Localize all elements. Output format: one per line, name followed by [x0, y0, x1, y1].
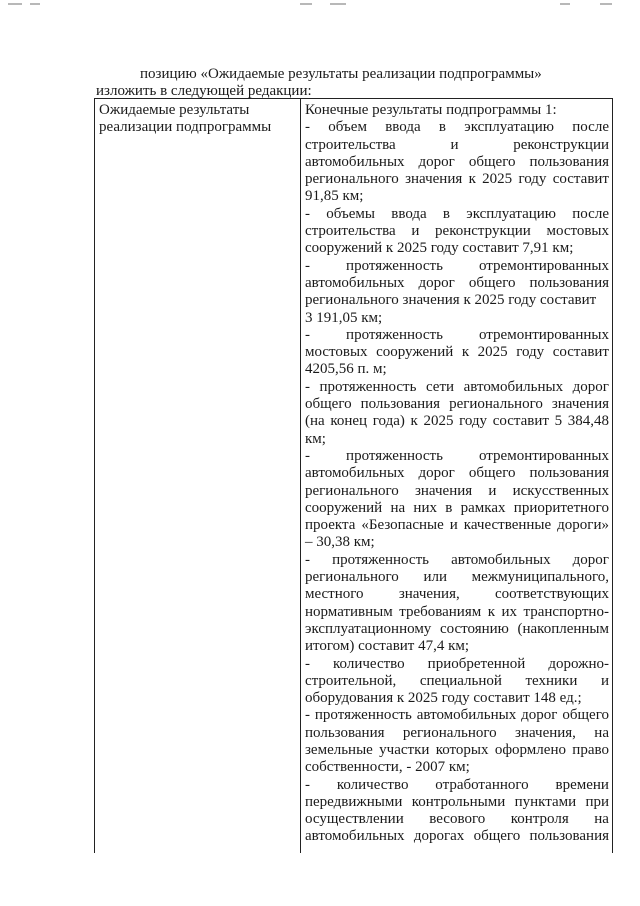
results-line: км;	[305, 430, 326, 447]
results-word: их	[501, 603, 517, 620]
results-word: «Безопасные	[361, 517, 444, 534]
results-line	[305, 275, 609, 292]
results-word: году	[459, 413, 488, 430]
results-word: специальной	[419, 672, 502, 689]
results-word: автомобильных	[305, 828, 405, 845]
results-word: дорог	[572, 378, 609, 395]
results-word: 2025	[477, 344, 508, 361]
results-line	[305, 707, 609, 724]
results-line	[305, 137, 609, 154]
results-word: качественные	[463, 517, 552, 534]
results-word: в	[445, 499, 453, 516]
results-word: на	[594, 724, 609, 741]
results-line	[305, 656, 609, 673]
results-word: автомобильных	[463, 378, 564, 395]
intro-text-line-2: изложить в следующей редакции:	[96, 83, 312, 99]
results-word: и	[449, 517, 458, 534]
results-line	[305, 171, 609, 188]
results-word: 384,48	[567, 413, 609, 430]
results-word: регионального	[305, 171, 399, 188]
results-word: регионального	[402, 724, 497, 741]
results-word: -	[305, 257, 310, 274]
results-line	[305, 828, 609, 845]
results-word: эксплуатационному	[305, 620, 432, 637]
results-word: реконструкции	[435, 223, 531, 240]
results-word: строительной,	[305, 672, 397, 689]
results-word: дорог	[521, 707, 558, 724]
results-word: дорог	[418, 465, 455, 482]
results-word: на	[594, 811, 609, 828]
results-word: -	[305, 707, 310, 724]
results-word: 5	[554, 413, 563, 430]
results-line: регионального значения к 2025 году составит	[305, 292, 597, 309]
results-word: общего	[468, 465, 516, 482]
results-line: Конечные результаты подпрограммы 1:	[305, 102, 557, 118]
results-line	[305, 742, 609, 759]
results-word: в	[438, 119, 446, 136]
results-line	[305, 621, 609, 638]
results-word: мостовых	[546, 223, 609, 240]
results-word: сооружений	[376, 344, 454, 361]
results-word: транспортно-	[523, 603, 609, 620]
results-line: сооружений к 2025 году составит 7,91 км;	[305, 240, 574, 257]
results-line	[305, 379, 609, 396]
results-word: местного	[305, 586, 364, 603]
results-word: техники	[525, 672, 578, 689]
results-word: регионального	[305, 569, 399, 586]
results-word: эксплуатацию	[466, 205, 557, 222]
results-line: 3 191,05 км;	[305, 309, 383, 326]
results-word: при	[585, 793, 609, 810]
table-right-border	[612, 99, 613, 853]
results-word: состоянию	[439, 620, 509, 637]
results-line	[305, 604, 609, 621]
results-word: весового	[429, 811, 486, 828]
results-word: значения	[551, 396, 609, 413]
results-line: оборудования к 2025 году составит 148 ед.;	[305, 690, 582, 707]
results-word: и	[450, 136, 459, 153]
results-line	[305, 258, 609, 275]
results-word: конец	[330, 413, 368, 430]
results-word: к	[461, 344, 470, 361]
results-line	[305, 725, 609, 742]
results-word: протяженность	[314, 707, 412, 724]
results-word: дорог	[418, 274, 455, 291]
results-word: протяженность	[346, 447, 443, 464]
results-word: -	[305, 655, 310, 672]
results-word: пунктами	[514, 793, 577, 810]
results-word: осуществлении	[305, 811, 404, 828]
results-word: автомобильных	[416, 707, 517, 724]
results-word: приоритетного	[513, 499, 609, 516]
column-divider	[300, 99, 301, 853]
results-word: которых	[435, 741, 489, 758]
results-word: реконструкции	[513, 136, 609, 153]
results-word: составит	[552, 171, 609, 188]
results-word: пользования	[529, 465, 609, 482]
results-word: регионального	[449, 396, 543, 413]
results-word: межмуниципального,	[471, 569, 609, 586]
results-word: и	[488, 482, 497, 499]
results-word: проекта	[305, 517, 356, 534]
right-cell-results	[305, 102, 609, 846]
results-word: искусственных	[512, 482, 609, 499]
results-word: сооружений	[305, 499, 383, 516]
results-word: общего	[562, 707, 609, 724]
results-word: значения,	[398, 586, 460, 603]
results-word: дорог	[572, 551, 609, 568]
results-line	[305, 206, 609, 223]
results-word: автомобильных	[305, 153, 405, 170]
results-word: -	[305, 551, 310, 568]
scan-edge-marks	[0, 3, 640, 9]
results-word: отремонтированных	[479, 447, 609, 464]
results-line	[305, 119, 609, 136]
results-word: пользования	[529, 153, 609, 170]
results-word: составит	[552, 344, 609, 361]
results-word: после	[572, 205, 609, 222]
results-word: -	[305, 205, 310, 222]
results-word: автомобильных	[451, 551, 551, 568]
results-word: общего	[473, 828, 521, 845]
results-word: ввода	[391, 205, 427, 222]
results-word: на	[390, 499, 406, 516]
results-word: объем	[328, 119, 367, 136]
results-line: – 30,38 км;	[305, 534, 375, 551]
results-word: составит	[492, 413, 549, 430]
results-line	[305, 448, 609, 465]
results-word: автомобильных	[305, 274, 405, 291]
results-line	[305, 586, 609, 603]
results-word: дорог	[418, 153, 455, 170]
results-word: ввода	[385, 119, 421, 136]
results-word: объемы	[326, 205, 375, 222]
results-word: -	[305, 119, 310, 136]
results-word: строительства	[305, 136, 396, 153]
results-line: собственности, - 2007 км;	[305, 759, 470, 776]
results-line	[305, 569, 609, 586]
results-word: значения	[414, 482, 473, 499]
results-line	[305, 552, 609, 569]
results-word: и	[600, 672, 609, 689]
results-word: общего	[305, 396, 352, 413]
results-word: -	[305, 776, 310, 793]
results-word: пользования	[529, 828, 609, 845]
results-line	[305, 517, 609, 534]
results-word: приобретенной	[427, 655, 526, 672]
results-word: земельные	[305, 741, 373, 758]
results-word: сети	[425, 378, 455, 395]
results-word: 2025	[423, 413, 454, 430]
results-word: протяженность	[346, 326, 443, 343]
results-word: году	[518, 171, 547, 188]
results-word: право	[572, 741, 609, 758]
results-word: года)	[372, 413, 405, 430]
results-word: дорожно-	[548, 655, 609, 672]
results-line	[305, 465, 609, 482]
results-word: дороги»	[557, 517, 609, 534]
results-line: итогом) составит 47,4 км;	[305, 638, 470, 655]
results-word: значения,	[515, 724, 576, 741]
results-word: оформлено	[494, 741, 566, 758]
results-word: протяженность	[332, 551, 429, 568]
results-word: количество	[336, 776, 409, 793]
results-word: них	[413, 499, 437, 516]
results-word: контроля	[510, 811, 569, 828]
results-word: автомобильных	[305, 465, 405, 482]
results-word: к	[468, 171, 476, 188]
results-word: и	[411, 223, 420, 240]
results-word: общего	[468, 153, 516, 170]
results-word: -	[305, 378, 310, 395]
results-word: регионального	[305, 482, 399, 499]
results-word: (на	[305, 413, 325, 430]
results-line	[305, 154, 609, 171]
results-word: контрольными	[411, 793, 506, 810]
results-word: пользования	[529, 274, 609, 291]
results-word: после	[572, 119, 609, 136]
results-word: нормативным	[305, 603, 393, 620]
left-cell-heading	[99, 102, 294, 137]
results-line	[305, 344, 609, 361]
results-line: 91,85 км;	[305, 188, 364, 205]
results-word: в	[442, 205, 451, 222]
results-line: 4205,56 п. м;	[305, 361, 387, 378]
results-word: году	[516, 344, 545, 361]
results-word: (накопленным	[517, 620, 609, 637]
results-line	[305, 811, 609, 828]
results-word: или	[423, 569, 447, 586]
results-word: общего	[468, 274, 516, 291]
results-word: -	[305, 447, 310, 464]
results-word: -	[305, 326, 310, 343]
results-word: требованиям	[399, 603, 482, 620]
results-word: соответствующих	[495, 586, 609, 603]
results-word: к	[410, 413, 418, 430]
left-cell-line: реализации подпрограммы	[99, 119, 272, 136]
results-word: участки	[379, 741, 430, 758]
results-word: мостовых	[305, 344, 368, 361]
results-word: дорогах	[413, 828, 465, 845]
results-word: количество	[333, 655, 405, 672]
results-word: пользования	[360, 396, 441, 413]
results-word: 2025	[482, 171, 513, 188]
results-word: времени	[555, 776, 609, 793]
results-line	[305, 500, 609, 517]
results-word: рамках	[460, 499, 506, 516]
results-table	[94, 98, 613, 853]
results-word: отработанного	[435, 776, 529, 793]
results-word: передвижными	[305, 793, 403, 810]
results-word: эксплуатацию	[464, 119, 555, 136]
results-word: протяженность	[346, 257, 443, 274]
results-word: отремонтированных	[479, 326, 609, 343]
results-word: к	[487, 603, 495, 620]
results-line	[305, 673, 609, 690]
results-word: пользования	[305, 724, 385, 741]
results-word: значения	[405, 171, 463, 188]
results-line	[305, 223, 609, 240]
intro-text-line-1: позицию «Ожидаемые результаты реализации подпрограммы»	[140, 66, 542, 82]
results-word: отремонтированных	[479, 257, 609, 274]
results-line	[305, 777, 609, 794]
results-line	[305, 396, 609, 413]
results-line	[305, 413, 609, 430]
results-line	[305, 794, 609, 811]
results-word: протяженность	[319, 378, 417, 395]
left-cell-line: Ожидаемые результаты	[99, 102, 250, 118]
results-word: строительства	[305, 223, 396, 240]
results-line	[305, 483, 609, 500]
results-line	[305, 327, 609, 344]
